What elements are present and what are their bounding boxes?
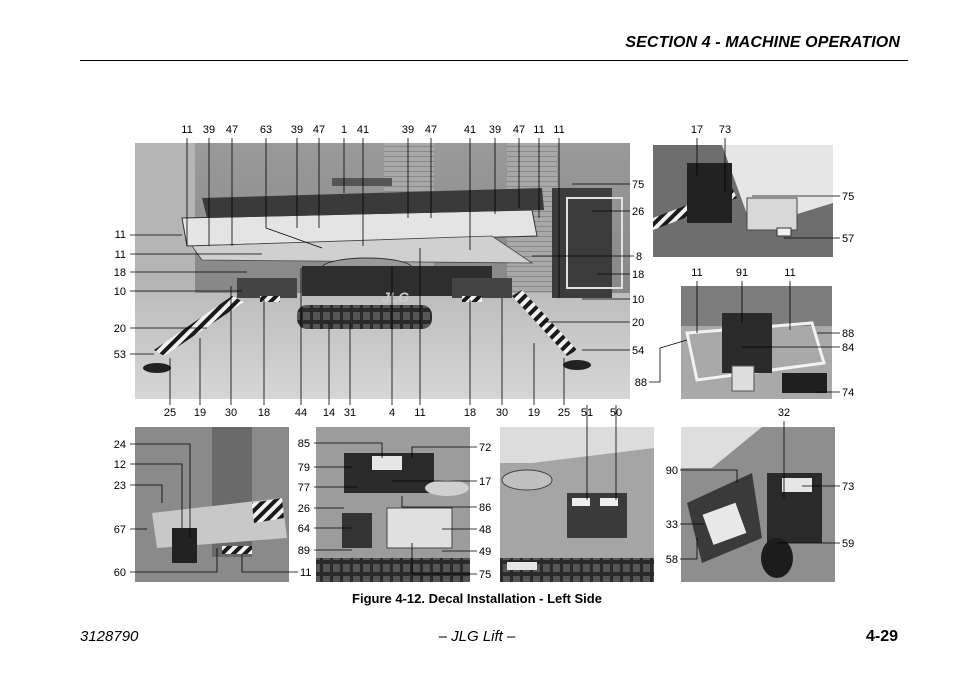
svg-text:14: 14 bbox=[322, 407, 336, 419]
svg-text:51: 51 bbox=[580, 407, 594, 419]
svg-text:88: 88 bbox=[634, 377, 647, 389]
svg-text:18: 18 bbox=[113, 267, 126, 279]
svg-text:8: 8 bbox=[636, 251, 643, 263]
svg-text:41: 41 bbox=[463, 124, 477, 136]
svg-text:31: 31 bbox=[343, 407, 357, 419]
svg-text:4: 4 bbox=[388, 407, 396, 419]
svg-text:11: 11 bbox=[533, 124, 545, 136]
svg-text:64: 64 bbox=[297, 523, 310, 535]
svg-text:11: 11 bbox=[114, 229, 126, 241]
svg-text:77: 77 bbox=[297, 482, 310, 494]
svg-text:JLG: JLG bbox=[382, 289, 410, 305]
svg-text:79: 79 bbox=[297, 462, 310, 474]
svg-text:88: 88 bbox=[842, 328, 855, 340]
svg-text:67: 67 bbox=[113, 524, 126, 536]
svg-text:30: 30 bbox=[495, 407, 509, 419]
svg-text:1: 1 bbox=[340, 124, 348, 136]
svg-text:75: 75 bbox=[479, 569, 492, 581]
svg-text:47: 47 bbox=[424, 124, 438, 136]
svg-text:53: 53 bbox=[113, 349, 126, 361]
svg-text:39: 39 bbox=[401, 124, 415, 136]
svg-text:75: 75 bbox=[632, 179, 645, 191]
footer-brand: – JLG Lift – bbox=[438, 628, 516, 645]
document-number: 3128790 bbox=[80, 628, 139, 645]
svg-text:20: 20 bbox=[632, 317, 645, 329]
svg-text:84: 84 bbox=[842, 342, 855, 354]
svg-text:17: 17 bbox=[479, 476, 492, 488]
svg-text:11: 11 bbox=[691, 267, 703, 279]
svg-text:24: 24 bbox=[113, 439, 126, 451]
svg-text:58: 58 bbox=[665, 554, 678, 566]
svg-text:25: 25 bbox=[557, 407, 571, 419]
svg-text:90: 90 bbox=[665, 465, 678, 477]
section-title: SECTION 4 - MACHINE OPERATION bbox=[625, 34, 900, 51]
svg-text:19: 19 bbox=[527, 407, 541, 419]
svg-text:18: 18 bbox=[632, 269, 645, 281]
svg-text:57: 57 bbox=[842, 233, 855, 245]
svg-text:74: 74 bbox=[842, 387, 855, 399]
inset-valve-block-photo bbox=[500, 427, 654, 582]
svg-text:11: 11 bbox=[553, 124, 565, 136]
svg-text:23: 23 bbox=[113, 480, 126, 492]
svg-text:11: 11 bbox=[784, 267, 796, 279]
inset-engine-bay-photo bbox=[681, 427, 835, 582]
svg-text:41: 41 bbox=[356, 124, 370, 136]
svg-text:26: 26 bbox=[632, 206, 645, 218]
svg-text:18: 18 bbox=[463, 407, 477, 419]
svg-text:44: 44 bbox=[294, 407, 308, 419]
svg-text:73: 73 bbox=[842, 481, 855, 493]
inset-platform-step-photo bbox=[135, 427, 289, 582]
svg-text:48: 48 bbox=[479, 524, 492, 536]
svg-text:32: 32 bbox=[777, 407, 791, 419]
svg-text:11: 11 bbox=[114, 249, 126, 261]
svg-text:49: 49 bbox=[479, 546, 492, 558]
svg-text:47: 47 bbox=[512, 124, 526, 136]
inset-basket-photo bbox=[681, 286, 832, 399]
svg-text:86: 86 bbox=[479, 502, 492, 514]
figure-caption: Figure 4-12. Decal Installation - Left Side bbox=[352, 591, 602, 606]
svg-text:18: 18 bbox=[257, 407, 271, 419]
svg-text:39: 39 bbox=[488, 124, 502, 136]
svg-text:72: 72 bbox=[479, 442, 492, 454]
svg-text:60: 60 bbox=[113, 567, 126, 579]
decal-figure-drawing bbox=[112, 118, 855, 588]
svg-text:47: 47 bbox=[312, 124, 326, 136]
svg-text:17: 17 bbox=[690, 124, 704, 136]
svg-text:89: 89 bbox=[297, 545, 310, 557]
inset-ground-control-photo bbox=[316, 427, 470, 582]
svg-text:11: 11 bbox=[181, 124, 193, 136]
inset-upper-boom-photo bbox=[653, 145, 833, 257]
svg-text:11: 11 bbox=[414, 407, 426, 419]
svg-text:10: 10 bbox=[632, 294, 645, 306]
svg-text:11: 11 bbox=[300, 567, 312, 579]
svg-text:59: 59 bbox=[842, 538, 855, 550]
svg-text:54: 54 bbox=[632, 345, 645, 357]
svg-text:25: 25 bbox=[163, 407, 177, 419]
decal-figure bbox=[112, 118, 855, 588]
svg-text:10: 10 bbox=[113, 286, 126, 298]
svg-text:75: 75 bbox=[842, 191, 855, 203]
svg-text:50: 50 bbox=[609, 407, 623, 419]
svg-text:47: 47 bbox=[225, 124, 239, 136]
svg-text:33: 33 bbox=[665, 519, 678, 531]
page-number: 4-29 bbox=[865, 628, 898, 645]
svg-text:39: 39 bbox=[290, 124, 304, 136]
header-divider bbox=[80, 60, 908, 61]
svg-text:26: 26 bbox=[297, 503, 310, 515]
svg-text:91: 91 bbox=[735, 267, 749, 279]
svg-text:12: 12 bbox=[113, 459, 126, 471]
svg-text:85: 85 bbox=[297, 438, 310, 450]
svg-text:30: 30 bbox=[224, 407, 238, 419]
svg-text:39: 39 bbox=[202, 124, 216, 136]
svg-text:63: 63 bbox=[259, 124, 273, 136]
svg-text:19: 19 bbox=[193, 407, 207, 419]
svg-text:20: 20 bbox=[113, 323, 126, 335]
svg-text:73: 73 bbox=[718, 124, 732, 136]
